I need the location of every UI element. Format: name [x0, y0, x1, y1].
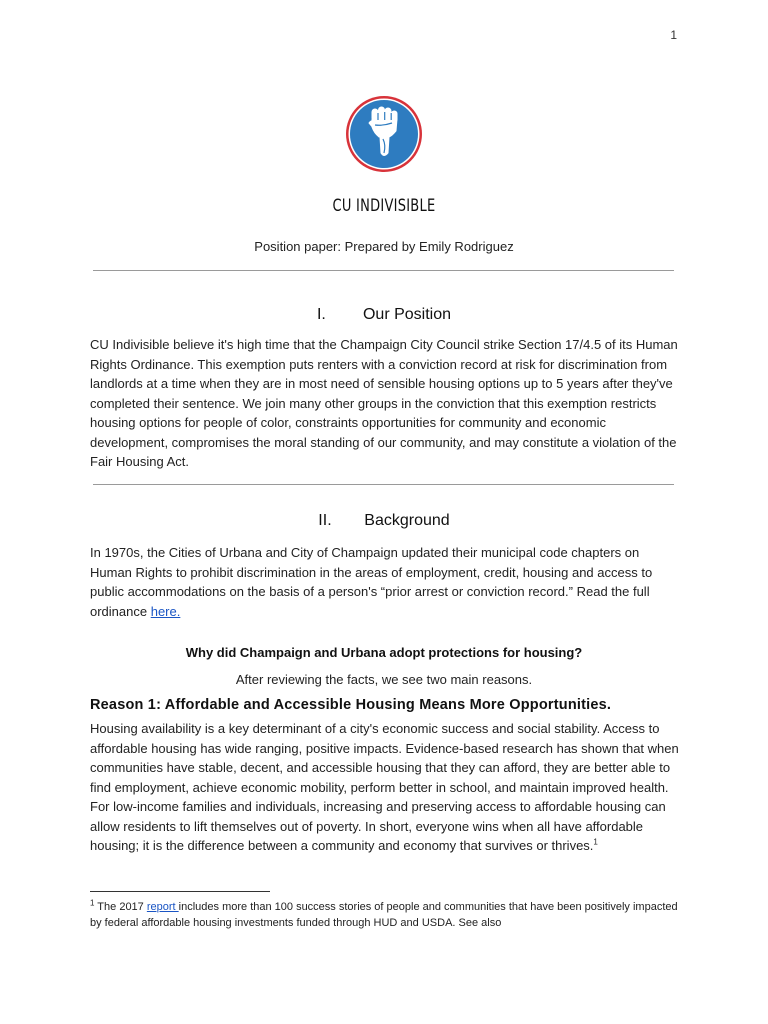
section-title: Background: [364, 512, 450, 529]
background-text: In 1970s, the Cities of Urbana and City of Champaign updated their municipal code chapters on Human Rights to prohibit discrimination in the areas of employment, credit, housing and access to public accommodations on the basis of a person's “prior arrest or conviction record.” Read the full ordinance: [90, 545, 653, 619]
background-paragraph: [90, 543, 680, 621]
reason-1-text: Housing availability is a key determinant of a city's economic success and social stability. Access to affordable housing has wide ranging, positive impacts. Evidence-based research has shown that when communities have stable, decent, and accessible housing that they can afford, they are better able to find employment, achieve economic mobility, perform better in school, and maintain improved health. For low-income families and individuals, increasing and preserving access to affordable housing can allow residents to lift themselves out of poverty. In short, everyone wins when all have affordable housing; it is the difference between a community and economy that survives or thrives.: [90, 721, 679, 853]
footnote-divider: [90, 891, 270, 892]
section-number: I.: [316, 306, 326, 323]
raised-fist-logo-icon: [345, 95, 423, 173]
divider: [93, 270, 674, 271]
footnote-marker: 1: [90, 898, 95, 908]
reason-1-heading: Reason 1: Affordable and Accessible Housing Means More Opportunities.: [90, 697, 612, 713]
section-heading-our-position: [0, 306, 768, 324]
reason-1-paragraph: [90, 719, 680, 856]
section-heading-background: [0, 512, 768, 530]
page-number: 1: [670, 28, 677, 42]
report-link[interactable]: report: [146, 901, 179, 913]
section-number: II.: [318, 512, 332, 529]
ordinance-link[interactable]: here.: [150, 603, 181, 619]
footnote-text-continued: includes more than 100 success stories of people and communities that have been positively impacted by federal affordable housing investments funded through HUD and USDA. See also: [90, 901, 678, 929]
org-name: CU INDIVISIBLE: [332, 196, 436, 216]
section-title: Our Position: [362, 306, 452, 323]
document-subtitle: Position paper: Prepared by Emily Rodriguez: [254, 239, 514, 254]
footnote-reference[interactable]: 1: [593, 837, 598, 847]
footnote: [90, 899, 680, 931]
divider: [93, 484, 674, 485]
question-heading: Why did Champaign and Urbana adopt protections for housing?: [185, 645, 583, 660]
footnote-text: The 2017: [94, 901, 147, 913]
question-subtitle: After reviewing the facts, we see two main reasons.: [235, 672, 533, 687]
position-paragraph: CU Indivisible believe it's high time that the Champaign City Council strike Section 17/4.5 of its Human Rights Ordinance. This exemption puts renters with a conviction record at risk for discrimination from landlords at a time when they are in most need of sensible housing options up to 5 years after they've completed their sentence. We join many other groups in the conviction that this exemption restricts housing options for people of color, constraints opportunities for community and economic development, compromises the moral standing of our community, and may constitute a violation of the Fair Housing Act.: [90, 337, 678, 469]
